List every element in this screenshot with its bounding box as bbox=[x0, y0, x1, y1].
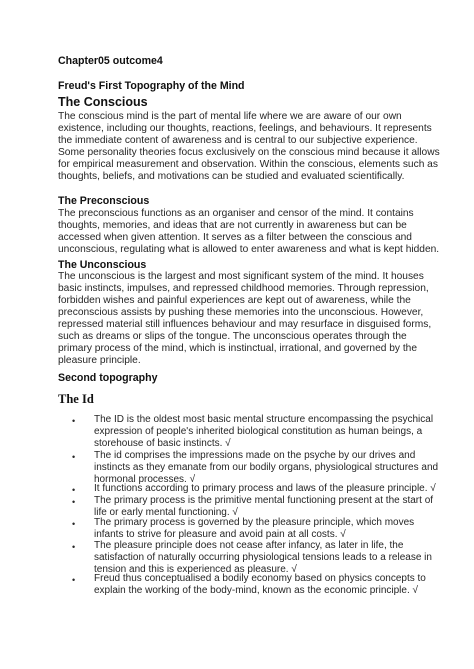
id-heading: The Id bbox=[58, 392, 94, 406]
conscious-line: the immediate content of awareness and is central to our subjective experience. bbox=[58, 135, 418, 146]
bullet-item bbox=[94, 450, 438, 486]
bullet-line: The primary process is governed by the pleasure principle, which moves bbox=[94, 517, 415, 528]
unconscious-line: basic instincts, impulses, and repressed childhood memories. Through repression, bbox=[58, 283, 429, 294]
bullet-line: instincts as they emanate from our bodily organs, physiological structures and bbox=[94, 462, 439, 473]
unconscious-heading: The Unconscious bbox=[58, 259, 147, 271]
preconscious-paragraph bbox=[58, 208, 439, 256]
conscious-line: for empirical measurement and observation. Within the conscious, elements such as bbox=[58, 159, 438, 170]
conscious-heading: The Conscious bbox=[58, 95, 148, 109]
second-topography-heading: Second topography bbox=[58, 372, 158, 384]
bullet-item bbox=[94, 495, 433, 519]
bullet-line: The primary process is the primitive mental functioning present at the start of bbox=[94, 495, 434, 506]
bullet-line: hormonal processes. √ bbox=[94, 474, 196, 485]
bullet-line: The ID is the oldest most basic mental structure encompassing the psychical bbox=[94, 414, 434, 425]
bullet-line: storehouse of basic instincts. √ bbox=[94, 438, 231, 449]
bullet-line: expression of people's inherited biological constitution as human beings, a bbox=[94, 426, 423, 437]
conscious-line: existence, including our thoughts, reactions, feelings, and behaviours. It represents bbox=[58, 123, 432, 134]
conscious-line: Some personality theories focus exclusively on the conscious mind because it allows bbox=[58, 147, 440, 158]
bullet-item bbox=[94, 540, 432, 576]
bullet-line: life or early mental functioning. √ bbox=[94, 507, 238, 518]
unconscious-line: repressed material still influences behaviour and may resurface in disguised forms, bbox=[58, 319, 432, 330]
bullet-glyph: • bbox=[72, 452, 76, 462]
unconscious-line: The unconscious is the largest and most significant system of the mind. It houses bbox=[58, 271, 424, 282]
preconscious-line: accessed when given attention. It serves as a filter between the conscious and bbox=[58, 232, 412, 243]
bullet-glyph: • bbox=[72, 497, 76, 507]
preconscious-line: The preconscious functions as an organiser and censor of the mind. It contains bbox=[58, 208, 414, 219]
preconscious-line: unconscious, regulating what is allowed to enter awareness and what is kept hidden. bbox=[58, 244, 440, 255]
bullet-item bbox=[94, 573, 426, 597]
preconscious-line: thoughts, memories, and ideas that are not currently in awareness but can be bbox=[58, 220, 407, 231]
preconscious-heading: The Preconscious bbox=[58, 195, 150, 207]
bullet-line: Freud thus conceptualised a bodily economy based on physics concepts to bbox=[94, 573, 426, 584]
bullet-glyph: • bbox=[72, 575, 76, 585]
chapter-title: Chapter05 outcome4 bbox=[58, 55, 163, 67]
bullet-line: It functions according to primary process and laws of the pleasure principle. √ bbox=[94, 483, 436, 494]
conscious-paragraph bbox=[58, 111, 440, 183]
bullet-glyph: • bbox=[72, 542, 76, 552]
bullet-line: The id comprises the impressions made on the psyche by our drives and bbox=[94, 450, 416, 461]
conscious-line: thoughts, beliefs, and motivations can be studied and evaluated scientifically. bbox=[58, 171, 405, 182]
bullet-item bbox=[94, 483, 436, 495]
bullet-line: explain the working of the body-mind, known as the economic principle. √ bbox=[94, 585, 418, 596]
bullet-item bbox=[94, 414, 433, 450]
unconscious-line: pleasure principle. bbox=[58, 355, 141, 366]
bullet-glyph: • bbox=[72, 485, 76, 495]
bullet-line: The pleasure principle does not cease after infancy, as later in life, the bbox=[94, 540, 404, 551]
conscious-line: The conscious mind is the part of mental life where we are aware of our own bbox=[58, 111, 402, 122]
bullet-line: infants to strive for pleasure and avoid pain at all costs. √ bbox=[94, 529, 346, 540]
bullet-glyph: • bbox=[72, 416, 76, 426]
bullet-line: tension and this is experienced as pleasure. √ bbox=[94, 564, 297, 575]
topography-title: Freud's First Topography of the Mind bbox=[58, 80, 245, 92]
unconscious-paragraph bbox=[58, 271, 431, 367]
unconscious-line: such as dreams or slips of the tongue. The unconscious operates through the bbox=[58, 331, 407, 342]
bullet-glyph: • bbox=[72, 519, 76, 529]
bullet-line: satisfaction of naturally occurring physiological tensions leads to a release in bbox=[94, 552, 432, 563]
unconscious-line: primary process of the mind, which is instinctual, irrational, and governed by the bbox=[58, 343, 417, 354]
bullet-item bbox=[94, 517, 414, 541]
unconscious-line: forbidden wishes and painful experiences are kept out of awareness, while the bbox=[58, 295, 411, 306]
unconscious-line: preconscious assists by pushing these memories into the unconscious. However, bbox=[58, 307, 424, 318]
